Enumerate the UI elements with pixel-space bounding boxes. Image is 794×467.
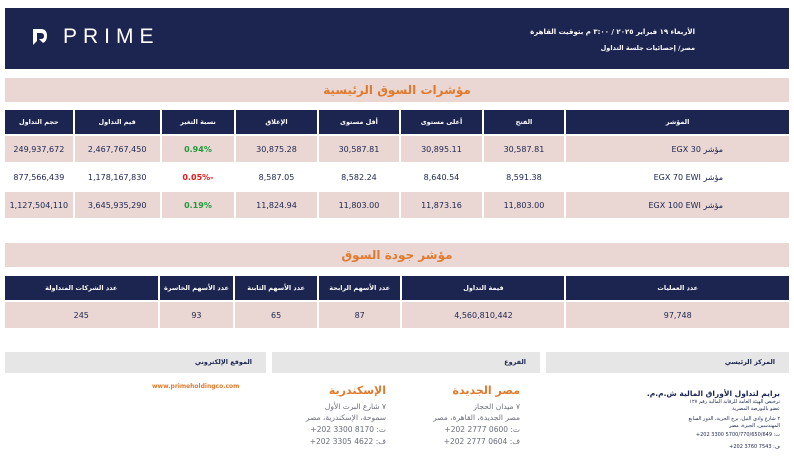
branch-cairo-fax: ف: 0604 2777 202+	[443, 437, 520, 446]
quality-gainers: 87	[319, 302, 401, 328]
index-high: 30,895.11	[401, 136, 482, 162]
col-volume: حجم التداول	[5, 110, 73, 134]
indices-header-row	[5, 110, 789, 134]
session-date: الأربعاء ١٩ فبراير ٢٠٢٥ / ٣:٠٠ م بتوقيت القاهرة	[530, 28, 695, 36]
quality-unchanged: 65	[235, 302, 317, 328]
hq-company-name: برايم لتداول الأوراق المالية ش.م.م.	[646, 389, 780, 398]
branch-cairo-city: مصر الجديدة	[452, 384, 520, 397]
col-gainers: عدد الأسهم الرابحة	[319, 276, 401, 300]
page-header	[5, 8, 789, 69]
hq-line: ٢ شارع وادي النيل، برج الحرية، الدور السابع	[688, 416, 780, 422]
index-open: 8,591.38	[484, 164, 564, 190]
header-subtitle: مصر/ إحصائيات جلسة التداول	[600, 44, 695, 52]
index-close: 11,824.94	[236, 192, 316, 218]
index-close: 8,587.05	[236, 164, 316, 190]
index-name: مؤشر EGX 30	[566, 136, 789, 162]
index-high: 11,873.16	[401, 192, 482, 218]
quality-traded-value: 4,560,810,442	[402, 302, 564, 328]
table-row	[5, 136, 789, 162]
branch-alex-line: ٧ شارع البرت الأول	[324, 402, 386, 411]
quality-trades: 97,748	[566, 302, 789, 328]
hq-line: ترخيص الهيئة العامة للرقابة المالية رقم ١٢٧	[689, 399, 780, 405]
index-change: -0.05%	[162, 164, 235, 190]
index-volume: 249,937,672	[5, 136, 73, 162]
footer-branches-label: الفروع	[272, 352, 540, 373]
branch-alex-phone: ت: 8170 3300 202+	[310, 425, 386, 434]
index-volume: 1,127,504,110	[5, 192, 73, 218]
branch-cairo-line: مصر الجديدة، القاهرة، مصر	[433, 413, 520, 422]
table-row	[5, 302, 789, 328]
prime-logo	[31, 27, 160, 47]
branch-cairo-phone: ت: 0600 2777 202+	[444, 425, 520, 434]
index-value: 2,467,767,450	[75, 136, 160, 162]
col-companies: عدد الشركات المتداولة	[5, 276, 158, 300]
hq-phone: ت: 5700/770/650/649 3300 202+	[695, 432, 780, 438]
index-value: 1,178,167,830	[75, 164, 160, 190]
quality-section-title: مؤشر جودة السوق	[5, 243, 789, 267]
quality-table	[3, 274, 791, 330]
table-row	[5, 164, 789, 190]
branch-alex-city: الإسكندرية	[328, 384, 386, 397]
indices-table	[3, 108, 791, 220]
index-low: 11,803.00	[319, 192, 399, 218]
table-row	[5, 192, 789, 218]
col-losers: عدد الأسهم الخاسرة	[160, 276, 234, 300]
col-low: أقل مستوى	[319, 110, 399, 134]
index-change: 0.94%	[162, 136, 235, 162]
index-low: 30,587.81	[319, 136, 399, 162]
footer-website-label: الموقع الإلكتروني	[5, 352, 266, 373]
index-volume: 877,566,439	[5, 164, 73, 190]
index-high: 8,640.54	[401, 164, 482, 190]
hq-fax: ف: 7543 3760 202+	[729, 444, 780, 450]
col-traded-value: قيمة التداول	[402, 276, 564, 300]
col-unchanged: عدد الأسهم الثابتة	[235, 276, 317, 300]
quality-header-row	[5, 276, 789, 300]
hq-line: عضو بالبورصة المصرية	[732, 406, 780, 412]
branch-cairo-line: ٧ ميدان الحجاز	[473, 402, 520, 411]
footer-hq-label: المركز الرئيسي	[546, 352, 789, 373]
col-trades: عدد العمليات	[566, 276, 789, 300]
logo-text: PRIME	[63, 25, 160, 48]
col-index: المؤشر	[566, 110, 789, 134]
col-high: أعلى مستوى	[401, 110, 482, 134]
index-open: 30,587.81	[484, 136, 564, 162]
index-change: 0.19%	[162, 192, 235, 218]
col-close: الإغلاق	[236, 110, 316, 134]
index-name: مؤشر EGX 70 EWI	[566, 164, 789, 190]
col-open: الفتح	[484, 110, 564, 134]
indices-section-title: مؤشرات السوق الرئيسية	[5, 78, 789, 102]
quality-companies: 245	[5, 302, 158, 328]
index-open: 11,803.00	[484, 192, 564, 218]
index-value: 3,645,935,290	[75, 192, 160, 218]
branch-alex-fax: ف: 4622 3305 202+	[309, 437, 386, 446]
index-close: 30,875.28	[236, 136, 316, 162]
index-low: 8,582.24	[319, 164, 399, 190]
hq-line: المهندسين، الجيزة، مصر	[729, 423, 780, 429]
col-change: نسبة التغير	[162, 110, 235, 134]
website-link[interactable]: www.primeholdingco.com	[152, 383, 240, 390]
prime-logo-icon	[31, 27, 47, 47]
col-value: قيم التداول	[75, 110, 160, 134]
index-name: مؤشر EGX 100 EWI	[566, 192, 789, 218]
branch-alex-line: سموحة، الإسكندرية، مصر	[305, 413, 386, 422]
quality-losers: 93	[160, 302, 234, 328]
